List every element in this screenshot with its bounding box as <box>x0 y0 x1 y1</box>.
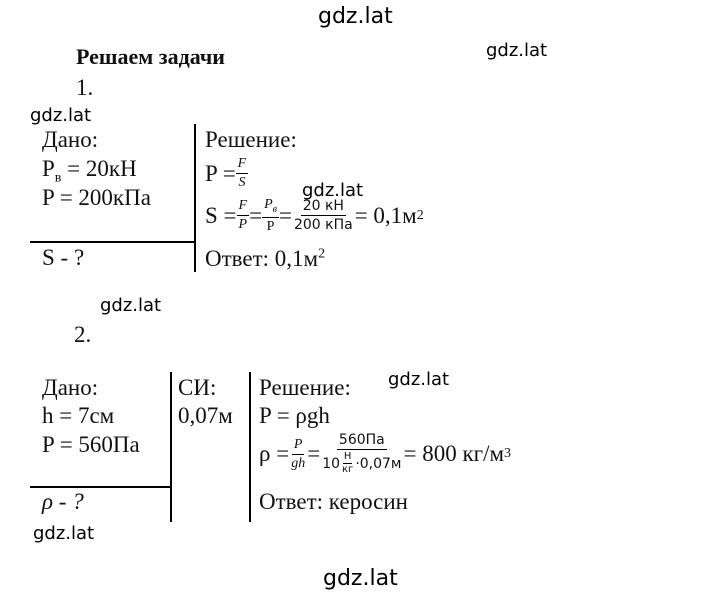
watermark-left-2: gdz.lat <box>33 523 95 544</box>
fraction-n-over-kg: $\frac{Н}{кг}$ <box>342 451 354 475</box>
task2-formula-1: P = ρgh <box>259 403 330 428</box>
task1-find: S - ? <box>42 245 85 270</box>
task1-vertical-divider <box>194 124 196 272</box>
task1-horizontal-divider <box>30 241 196 243</box>
watermark-mid-1: gdz.lat <box>302 180 364 201</box>
watermark-bottom: gdz.lat <box>323 566 398 591</box>
task1-formula-2: S = $\frac{F}{P}$ = $\frac{P_в}{P}$ = $\frac{20 кН}{\text{200 кПа}}$ = 0,1м 2 <box>205 197 424 234</box>
watermark-top: gdz.lat <box>318 4 393 29</box>
task1-given-label: Дано: <box>42 127 99 152</box>
fraction-f-over-s: $\frac{F}{S}$ <box>237 156 247 190</box>
task1-given-1: $P_в = 20кН$ <box>42 156 137 186</box>
watermark-right: gdz.lat <box>486 40 548 61</box>
fraction-560pa-over-denominator: 560Па 10 $\frac{Н}{кг}$ ·0,07м <box>322 432 402 475</box>
task2-si-label: СИ: <box>178 375 217 400</box>
page-heading: Решаем задачи <box>76 44 225 69</box>
task2-horizontal-divider <box>30 486 172 488</box>
task2-vertical-divider-2 <box>249 372 251 522</box>
task2-answer: Ответ: керосин <box>259 489 408 514</box>
task2-given-label: Дано: <box>42 375 99 400</box>
task2-formula-2: ρ = $\frac{P}{gh}$ = 560Па 10 $\frac{Н}{кг}$ ·0,07м = 800 кг/м 3 <box>259 432 512 475</box>
task2-vertical-divider-1 <box>170 372 172 522</box>
fraction-f-over-p: $\frac{F}{P}$ <box>238 198 248 233</box>
task2-number: 2. <box>74 322 92 347</box>
task1-formula-1: P = $\frac{F}{S}$ <box>205 156 247 190</box>
watermark-mid-2: gdz.lat <box>100 295 162 316</box>
task1-number: 1. <box>76 75 94 100</box>
fraction-p-over-gh: $\frac{P}{gh}$ <box>291 436 306 471</box>
task2-given-1: h = 7см <box>42 403 115 428</box>
fraction-20kn-over-200kpa: $\frac{20 кН}{\text{200 кПа}}$ <box>293 198 353 234</box>
task2-given-2: P = 560Па <box>42 432 140 457</box>
task2-find: ρ - ? <box>42 489 84 514</box>
fraction-pv-over-p: $\frac{P_в}{P}$ <box>264 197 277 234</box>
task1-solution-label: Решение: <box>205 127 297 152</box>
watermark-mid-3: gdz.lat <box>388 369 450 390</box>
task1-given-2: P = 200кПа <box>42 185 151 210</box>
watermark-left-1: gdz.lat <box>30 105 92 126</box>
task1-answer: Ответ: $0,1м^2$ <box>205 246 326 271</box>
task2-solution-label: Решение: <box>259 375 351 400</box>
task2-si-value: 0,07м <box>178 403 233 428</box>
